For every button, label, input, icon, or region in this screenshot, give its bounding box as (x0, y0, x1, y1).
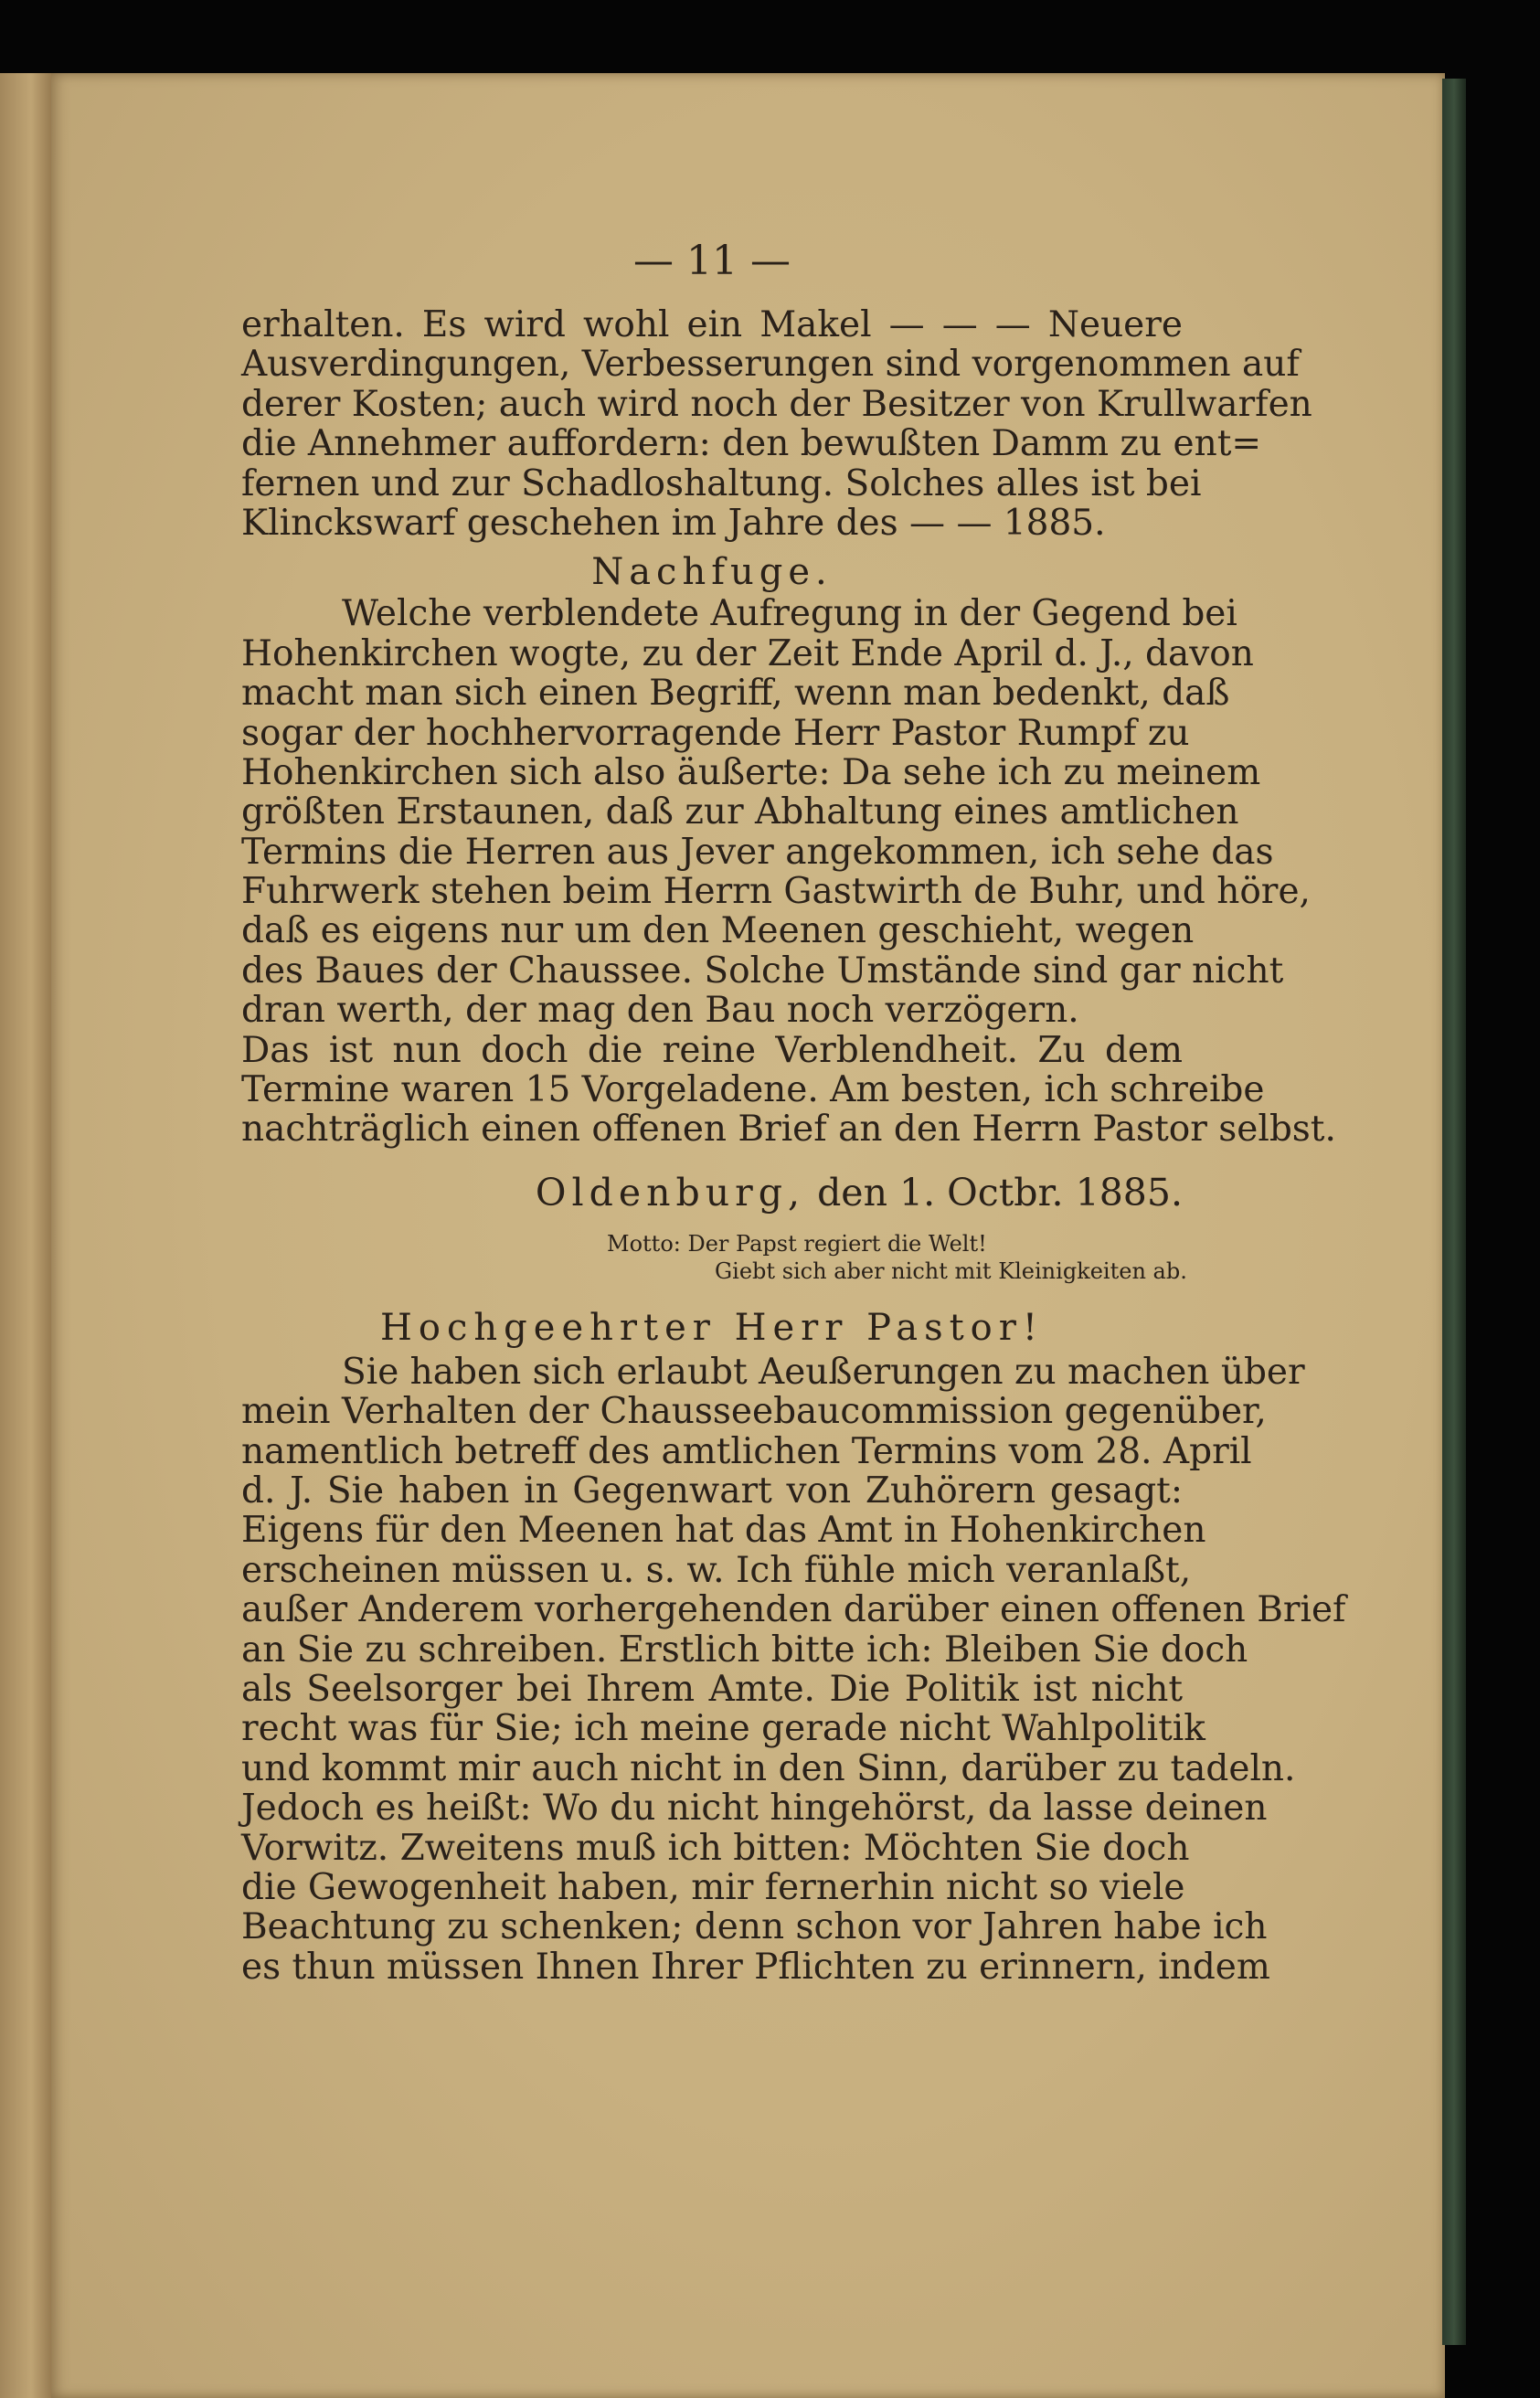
text-line: recht was für Sie; ich meine gerade nicht Wahlpolitik (241, 1708, 1205, 1750)
section-heading: Nachfuge. (591, 551, 833, 594)
text-line: die Annehmer auffordern: den bewußten Damm zu ent= (241, 423, 1262, 465)
text-line: macht man sich einen Begriff, wenn man bedenkt, daß (241, 673, 1230, 715)
page-text (241, 236, 1346, 1988)
motto (241, 1230, 1187, 1285)
text-line: Beachtung zu schenken; denn schon vor Jahren habe ich (241, 1906, 1268, 1948)
dateline-place: Oldenburg, (535, 1170, 806, 1215)
previous-page-edge (0, 73, 57, 2398)
text-line: Fuhrwerk stehen beim Herrn Gastwirth de Buhr, und höre, (241, 871, 1311, 913)
letter-salutation: Hochgeehrter Herr Pastor! (380, 1306, 1044, 1349)
text-line: Eigens für den Meenen hat das Amt in Hohenkirchen (241, 1510, 1206, 1552)
text-line: mein Verhalten der Chausseebaucommission gegenüber, (241, 1391, 1267, 1433)
text-line: derer Kosten; auch wird noch der Besitzer von Krullwarfen (241, 383, 1312, 425)
text-line: Hohenkirchen wogte, zu der Zeit Ende April d. J., davon (241, 632, 1254, 674)
letter-paragraph (241, 1351, 1346, 1988)
text-line: des Baues der Chaussee. Solche Umstände sind gar nicht (241, 950, 1284, 992)
page-number: — 11 — (633, 238, 791, 284)
text-line: namentlich betreff des amtlichen Termins vom 28. April (241, 1430, 1252, 1472)
text-line: größten Erstaunen, daß zur Abhaltung eines amtlichen (241, 791, 1239, 833)
text-line: Ausverdingungen, Verbesserungen sind vorgenommen auf (241, 344, 1300, 386)
text-line: es thun müssen Ihnen Ihrer Pflichten zu erinnern, indem (241, 1946, 1270, 1988)
motto-line: Giebt sich aber nicht mit Kleinigkeiten ab. (715, 1257, 1187, 1284)
dateline-date: den 1. Octbr. 1885. (817, 1170, 1183, 1215)
text-line: daß es eigens nur um den Meenen geschieht, wegen (241, 910, 1195, 952)
text-line: außer Anderem vorhergehenden darüber einen offenen Brief (241, 1589, 1346, 1631)
text-line: fernen und zur Schadloshaltung. Solches alles ist bei (241, 462, 1202, 504)
motto-line: Motto: Der Papst regiert die Welt! (607, 1230, 987, 1257)
nachfuge-paragraph (241, 593, 1336, 1151)
text-line: nachträglich einen offenen Brief an den Herrn Pastor selbst. (241, 1109, 1336, 1151)
text-line: erscheinen müssen u. s. w. Ich fühle mich veranlaßt, (241, 1549, 1192, 1591)
opening-paragraph (241, 304, 1312, 544)
text-line: Jedoch es heißt: Wo du nicht hingehörst, da lasse deinen (241, 1788, 1268, 1830)
text-line: an Sie zu schreiben. Erstlich bitte ich: Bleiben Sie doch (241, 1629, 1248, 1671)
text-line: Das ist nun doch die reine Verblendheit. Zu dem (241, 1029, 1183, 1071)
text-line: Welche verblendete Aufregung in der Gegend bei (342, 593, 1237, 635)
text-line: dran werth, der mag den Bau noch verzögern. (241, 990, 1079, 1032)
text-line: als Seelsorger bei Ihrem Amte. Die Politik ist nicht (241, 1668, 1183, 1710)
book-cover-edge (1442, 79, 1466, 2345)
text-line: Termins die Herren aus Jever angekommen, ich sehe das (241, 831, 1274, 873)
text-line: und kommt mir auch nicht in den Sinn, darüber zu tadeln. (241, 1747, 1296, 1789)
text-line: sogar der hochhervorragende Herr Pastor Rumpf zu (241, 712, 1190, 754)
text-line: Klinckswarf geschehen im Jahre des — — 1885. (241, 502, 1106, 544)
text-line: Vorwitz. Zweitens muß ich bitten: Möchten Sie doch (241, 1827, 1190, 1869)
letter-dateline (241, 1170, 1183, 1215)
text-line: die Gewogenheit haben, mir fernerhin nicht so viele (241, 1866, 1185, 1908)
text-line: erhalten. Es wird wohl ein Makel — — — Neuere (241, 304, 1183, 345)
text-line: Sie haben sich erlaubt Aeußerungen zu machen über (342, 1351, 1305, 1393)
text-line: Hohenkirchen sich also äußerte: Da sehe ich zu meinem (241, 751, 1261, 793)
text-line: d. J. Sie haben in Gegenwart von Zuhörern gesagt: (241, 1470, 1183, 1512)
text-line: Termine waren 15 Vorgeladene. Am besten, ich schreibe (241, 1069, 1265, 1111)
